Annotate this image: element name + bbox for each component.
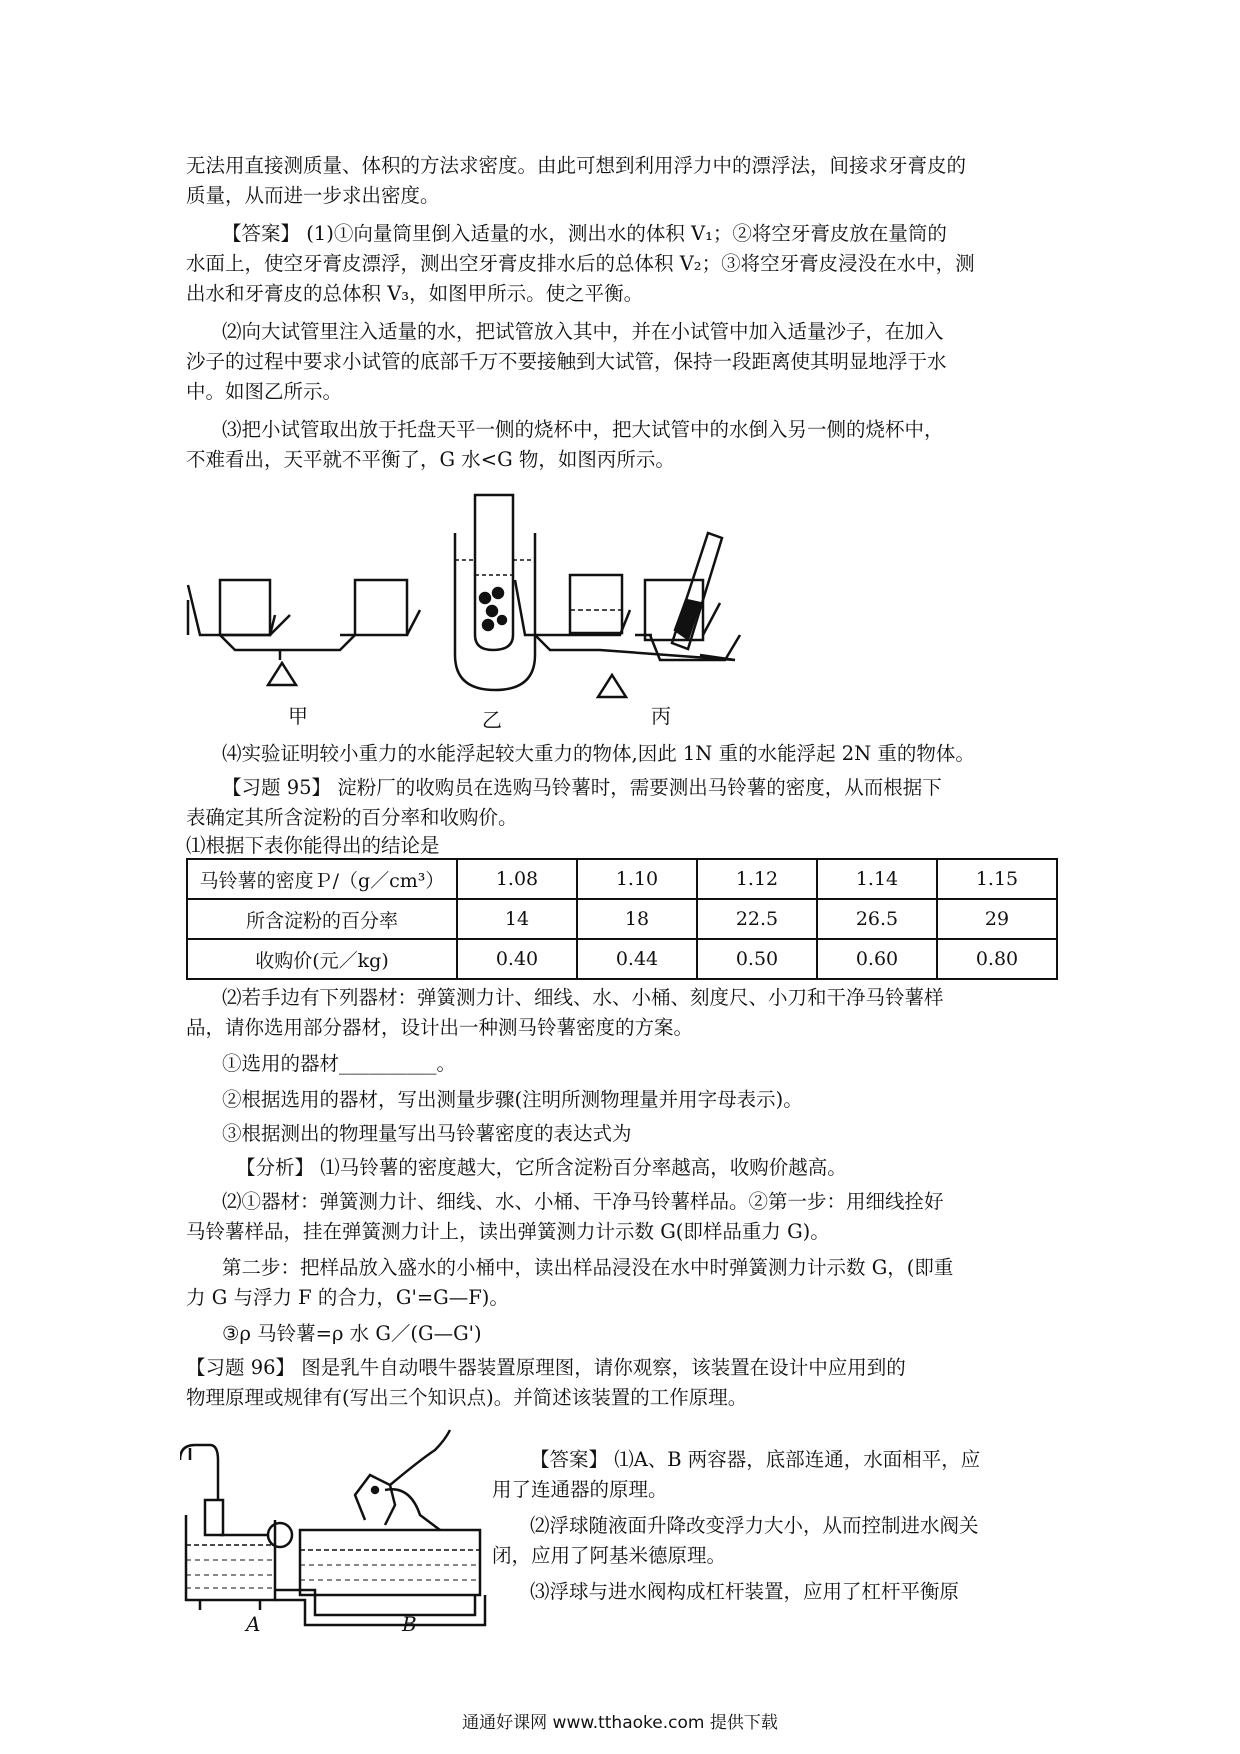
table-cell: 1.14 (817, 859, 937, 899)
text-line: ⑶把小试管取出放于托盘天平一侧的烧杯中，把大试管中的水倒入另一侧的烧杯中， (222, 418, 944, 441)
text-line: 闭，应用了阿基米德原理。 (492, 1544, 727, 1567)
text-line: 无法用直接测质量、体积的方法求密度。由此可想到利用浮力中的漂浮法，间接求牙膏皮的 (186, 154, 967, 177)
page-footer: 通通好课网 www.tthaoke.com 提供下载 (462, 1713, 778, 1733)
text-line: 不难看出，天平就不平衡了，G 水<G 物，如图丙所示。 (186, 448, 675, 471)
balance-jia (188, 580, 420, 685)
text-line: 出水和牙膏皮的总体积 V₃，如图甲所示。使之平衡。 (186, 282, 644, 305)
table-cell: 22.5 (697, 899, 817, 939)
text-line: 【分析】 ⑴马铃薯的密度越大，它所含淀粉百分率越高，收购价越高。 (236, 1156, 847, 1179)
figure-label-a: A (246, 1612, 261, 1636)
figure-balance-experiments (180, 485, 800, 730)
text-line: ⑵浮球随液面升降改变浮力大小，从而控制进水阀关 (530, 1514, 979, 1537)
table-cell: 马铃薯的密度Ｐ/（g／cm³） (187, 859, 457, 899)
text-line: 品，请你选用部分器材，设计出一种测马铃薯密度的方案。 (186, 1016, 694, 1039)
table-cell: 0.60 (817, 939, 937, 979)
text-line: 物理原理或规律有(写出三个知识点)。并简述该装置的工作原理。 (186, 1386, 748, 1409)
text-line: 第二步：把样品放入盛水的小桶中，读出样品浸没在水中时弹簧测力计示数 G，(即重 (222, 1256, 954, 1279)
table-cell: 1.15 (937, 859, 1057, 899)
text-line: ⑴根据下表你能得出的结论是 (186, 834, 440, 857)
figure-label-yi: 乙 (482, 708, 502, 732)
text-line: 【答案】 (1)①向量筒里倒入适量的水，测出水的体积 V₁；②将空牙膏皮放在量筒的 (222, 222, 947, 245)
text-line: ⑵向大试管里注入适量的水，把试管放入其中，并在小试管中加入适量沙子，在加入 (222, 320, 944, 343)
figure-label-jia: 甲 (288, 704, 308, 728)
table-cell: 1.10 (577, 859, 697, 899)
text-line: 水面上，使空牙膏皮漂浮，测出空牙膏皮排水后的总体积 V₂；③将空牙膏皮浸没在水中，测 (186, 252, 975, 275)
text-line: ⑵若手边有下列器材：弹簧测力计、细线、水、小桶、刻度尺、小刀和干净马铃薯样 (222, 986, 944, 1009)
figure-cow-feeder (180, 1420, 490, 1630)
table-cell: 所含淀粉的百分率 (187, 899, 457, 939)
text-line: 马铃薯样品，挂在弹簧测力计上，读出弹簧测力计示数 G(即样品重力 G)。 (186, 1220, 830, 1243)
table-cell: 18 (577, 899, 697, 939)
text-line: 力 G 与浮力 F 的合力，G'=G—F)。 (186, 1286, 509, 1309)
text-line: 用了连通器的原理。 (492, 1478, 668, 1501)
table-row (187, 899, 1057, 939)
density-table (186, 858, 1058, 980)
text-line: 中。如图乙所示。 (186, 380, 343, 403)
figure-label-b: B (402, 1612, 417, 1636)
table-cell: 0.50 (697, 939, 817, 979)
text-line: ⑶浮球与进水阀构成杠杆装置，应用了杠杆平衡原 (530, 1580, 960, 1603)
text-line: 【答案】 ⑴A、B 两容器，底部连通，水面相平，应 (530, 1448, 981, 1471)
test-tubes-yi (455, 495, 535, 690)
text-line: ①选用的器材__________。 (222, 1052, 457, 1075)
text-line: 表确定其所含淀粉的百分率和收购价。 (186, 806, 518, 829)
table-cell: 29 (937, 899, 1057, 939)
table-row (187, 939, 1057, 979)
table-cell: 1.08 (457, 859, 577, 899)
table-cell: 0.40 (457, 939, 577, 979)
text-line: ②根据选用的器材，写出测量步骤(注明所测物理量并用字母表示)。 (222, 1088, 803, 1111)
text-line: 【习题 95】 淀粉厂的收购员在选购马铃薯时，需要测出马铃薯的密度，从而根据下 (222, 776, 942, 799)
text-line: ③根据测出的物理量写出马铃薯密度的表达式为 (222, 1122, 632, 1145)
text-line: ⑵①器材：弹簧测力计、细线、水、小桶、干净马铃薯样品。②第一步：用细线拴好 (222, 1190, 944, 1213)
figure-label-bing: 丙 (651, 704, 671, 728)
table-cell: 26.5 (817, 899, 937, 939)
text-line: ③ρ 马铃薯=ρ 水 G／(G—G') (222, 1322, 482, 1345)
table-row (187, 859, 1057, 899)
table-cell: 0.80 (937, 939, 1057, 979)
table-cell: 收购价(元／kg) (187, 939, 457, 979)
table-cell: 1.12 (697, 859, 817, 899)
balance-bing (515, 533, 740, 697)
text-line: 【习题 96】 图是乳牛自动喂牛器装置原理图，请你观察，该装置在设计中应用到的 (186, 1356, 906, 1379)
text-line: 沙子的过程中要求小试管的底部千万不要接触到大试管，保持一段距离使其明显地浮于水 (186, 350, 947, 373)
table-cell: 0.44 (577, 939, 697, 979)
text-line: 质量，从而进一步求出密度。 (186, 184, 440, 207)
text-line: ⑷实验证明较小重力的水能浮起较大重力的物体,因此 1N 重的水能浮起 2N 重的物体。 (222, 742, 975, 765)
table-cell: 14 (457, 899, 577, 939)
